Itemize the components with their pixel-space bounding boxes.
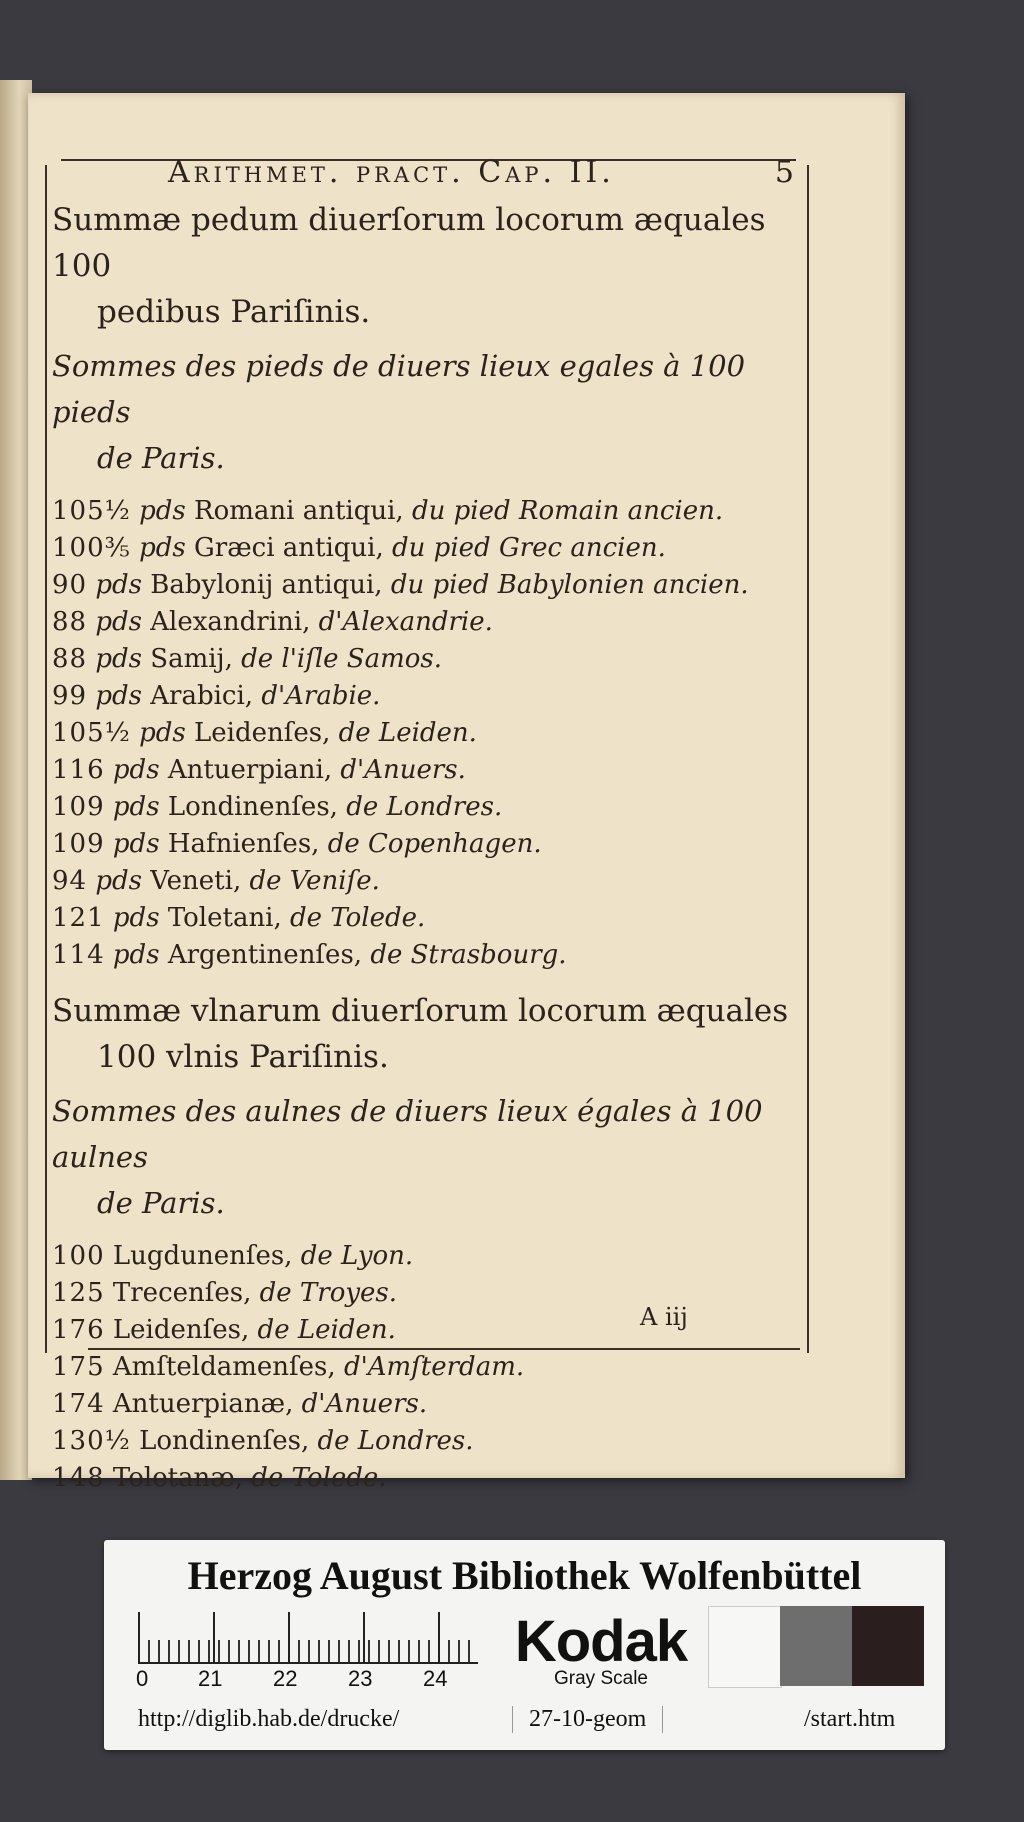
list-item: 148 Toletanæ, de Tolede. <box>52 1463 387 1493</box>
shelfmark-code: 27-10-geom <box>512 1706 663 1733</box>
heading-ells-french <box>52 1088 808 1226</box>
heading-line: Summæ vlnarum diuerſorum locorum æquales <box>52 993 789 1029</box>
ruler-label: 22 <box>273 1666 298 1691</box>
ruler-label: 0 <box>136 1666 149 1691</box>
list-item: 88 pds Samij, de l'iſle Samos. <box>52 644 443 674</box>
folio-number: 5 <box>774 155 798 190</box>
heading-line: de Paris. <box>97 441 225 475</box>
list-item: 175 Amſteldamenſes, d'Amſterdam. <box>52 1352 525 1382</box>
signature-mark: A iij <box>640 1303 688 1331</box>
list-item: 88 pds Alexandrini, d'Alexandrie. <box>52 607 493 637</box>
list-item: 116 pds Antuerpiani, d'Anuers. <box>52 755 466 785</box>
heading-line: 100 vlnis Pariſinis. <box>97 1039 389 1075</box>
heading-ells-latin <box>52 988 808 1080</box>
list-item: 176 Leidenſes, de Leiden. <box>52 1315 396 1345</box>
list-item: 105½ pds Romani antiqui, du pied Romain ancien. <box>52 496 724 526</box>
feet-list <box>52 493 808 974</box>
list-item: 90 pds Babylonij antiqui, du pied Babylonien ancien. <box>52 570 749 600</box>
ells-list <box>52 1238 808 1497</box>
list-item: 174 Antuerpianæ, d'Anuers. <box>52 1389 428 1419</box>
list-item: 94 pds Veneti, de Veniſe. <box>52 866 380 896</box>
book-page <box>28 93 905 1493</box>
list-item: 100 Lugdunenſes, de Lyon. <box>52 1241 414 1271</box>
kodak-logo: Kodak <box>514 1609 688 1674</box>
list-item: 114 pds Argentinenſes, de Strasbourg. <box>52 940 567 970</box>
heading-feet-french <box>52 343 808 481</box>
list-item: 105½ pds Leidenſes, de Leiden. <box>52 718 477 748</box>
ruler-labels <box>136 1666 476 1696</box>
heading-line: Sommes des pieds de diuers lieux egales à 100 pieds <box>52 349 746 429</box>
heading-line: Summæ pedum diuerſorum locorum æquales 100 <box>52 202 766 284</box>
heading-feet-latin <box>52 197 808 335</box>
library-color-card <box>104 1540 945 1750</box>
running-title: Arithmet. pract. Cap. II. <box>168 155 615 190</box>
list-item: 109 pds Londinenſes, de Londres. <box>52 792 503 822</box>
ruler-label: 23 <box>348 1666 373 1691</box>
scale-ruler <box>138 1612 478 1664</box>
white-swatch <box>708 1606 782 1688</box>
running-head <box>168 153 808 197</box>
list-item: 100⅗ pds Græci antiqui, du pied Grec ancien. <box>52 533 666 563</box>
list-item: 130½ Londinenſes, de Londres. <box>52 1426 474 1456</box>
page-text <box>52 197 808 1497</box>
url-right: /start.htm <box>804 1706 896 1732</box>
list-item: 99 pds Arabici, d'Arabie. <box>52 681 381 711</box>
heading-line: pedibus Pariſinis. <box>97 294 371 330</box>
list-item: 109 pds Hafnienſes, de Copenhagen. <box>52 829 542 859</box>
heading-line: de Paris. <box>97 1186 225 1220</box>
ruler-label: 21 <box>198 1666 223 1691</box>
list-item: 125 Trecenſes, de Troyes. <box>52 1278 398 1308</box>
heading-line: Sommes des aulnes de diuers lieux égales à 100 aulnes <box>52 1094 763 1174</box>
library-title: Herzog August Bibliothek Wolfenbüttel <box>187 1553 862 1598</box>
ruler-label: 24 <box>423 1666 448 1691</box>
url-left: http://diglib.hab.de/drucke/ <box>138 1706 400 1732</box>
gray-scale-label: Gray Scale <box>554 1668 648 1689</box>
black-swatch <box>852 1606 924 1686</box>
list-item: 121 pds Toletani, de Tolede. <box>52 903 426 933</box>
gray-swatch <box>780 1606 852 1686</box>
